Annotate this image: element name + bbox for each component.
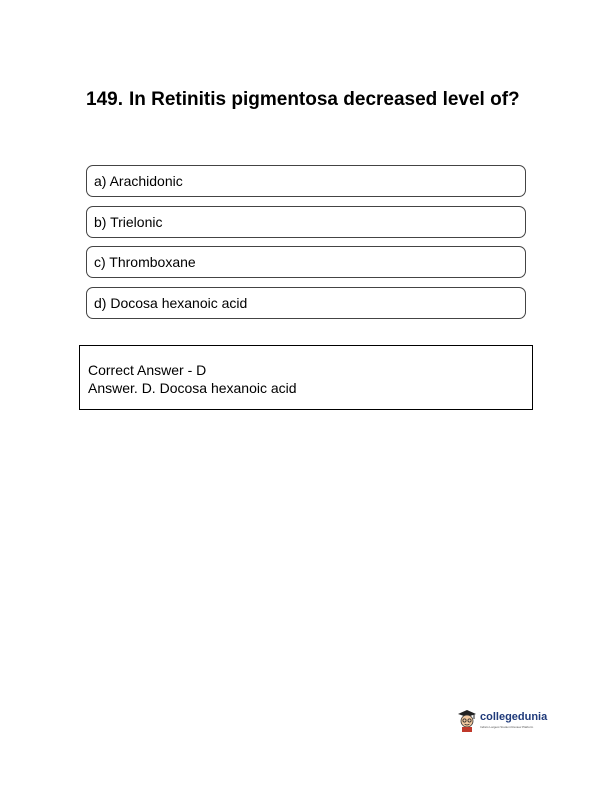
option-a[interactable]: a) Arachidonic xyxy=(86,165,526,197)
brand-name: collegedunia xyxy=(480,711,548,723)
options-list xyxy=(86,165,526,327)
answer-explanation: Answer. D. Docosa hexanoic acid xyxy=(88,380,297,396)
collegedunia-logo xyxy=(456,707,547,733)
correct-answer: Correct Answer - D xyxy=(88,362,207,378)
graduate-mascot-icon xyxy=(456,707,478,733)
answer-box xyxy=(79,345,533,410)
option-c[interactable]: c) Thromboxane xyxy=(86,246,526,278)
question-number: 149. xyxy=(86,89,123,110)
brand-tagline: India's Largest Student Review Platform xyxy=(480,725,534,729)
question-heading xyxy=(86,88,526,112)
option-b[interactable]: b) Trielonic xyxy=(86,206,526,238)
question-text: In Retinitis pigmentosa decreased level of? xyxy=(128,89,520,110)
option-d[interactable]: d) Docosa hexanoic acid xyxy=(86,287,526,319)
